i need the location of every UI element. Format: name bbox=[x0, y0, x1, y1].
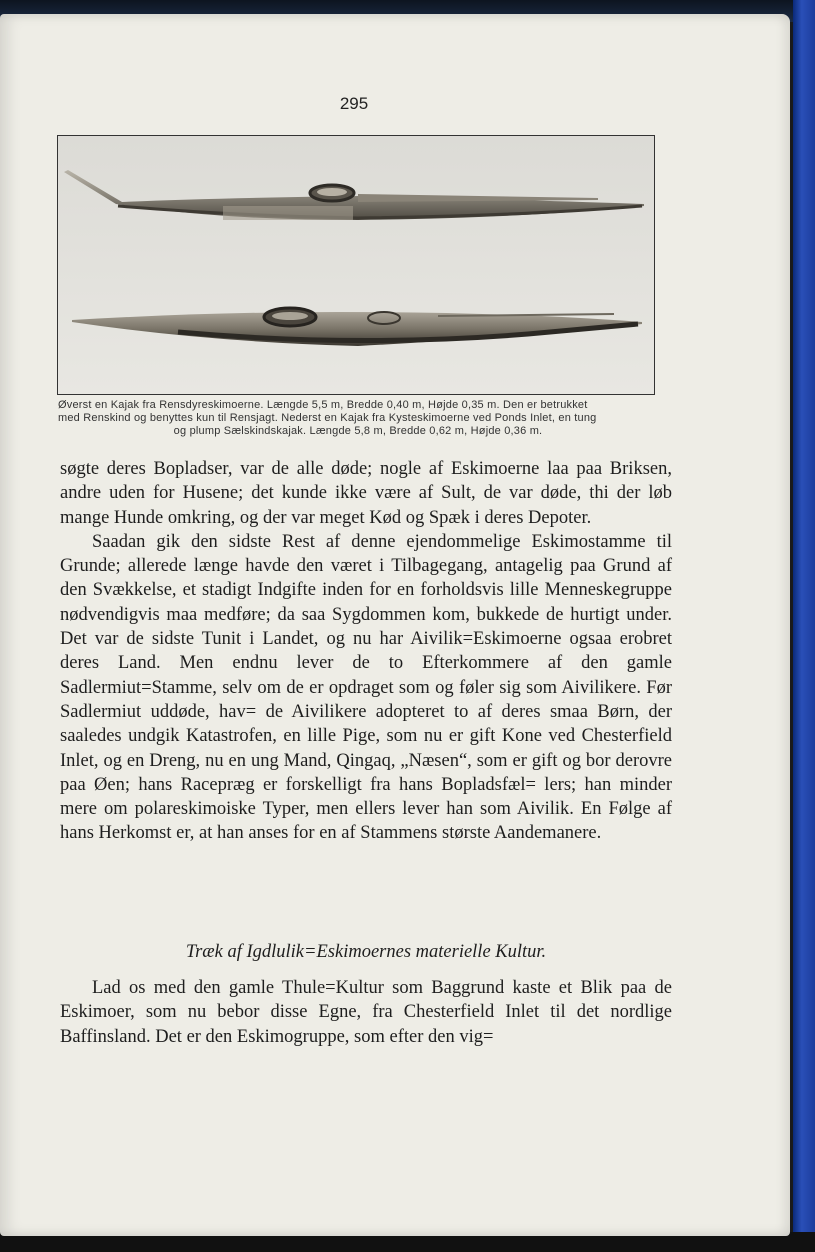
paragraph: Saadan gik den sidste Rest af denne ejendommelige Eskimostamme til Grunde; allerede længe havde den været i Tilbagegang, antagelig paa Grund af den Svækkelse, et stadigt Indgifte inden for en forholdsvis lille Menneskegruppe nødvendigvis maa medføre; da saa Sygdommen kom, bukkede de hurtigt under. Det var de sidste Tunit i Landet, og nu har Aivilik=Eskimoerne ogsaa erobret deres Land. Men endnu lever de to Efterkommere af den gamle Sadlermiut=Stamme, selv om de er opdraget som og føler sig som Aivilikere. Før Sadlermiut uddøde, hav= de Aivilikere adopteret to af deres smaa Børn, der saaledes undgik Katastrofen, en lille Pige, som nu er gift Kone ved Chesterfield Inlet, og en Dreng, nu en ung Mand, Qingaq, „Næsen“, som er gift og bor derovre paa Øen; hans Racepræg er forskelligt fra hans Bopladsfæl= lers; han minder mere om polareskimoiske Typer, men ellers lever han som Aivilik. En Følge af hans Herkomst er, at han anses for en af Stammens største Aandemanere. bbox=[60, 531, 672, 844]
caption-line: Øverst en Kajak fra Rensdyreskimoerne. Længde 5,5 m, Bredde 0,40 m, Højde 0,35 m. Den er betrukket bbox=[58, 399, 588, 411]
paragraph: Lad os med den gamle Thule=Kultur som Baggrund kaste et Blik paa de Eskimoer, som nu bebor disse Egne, fra Chesterfield Inlet til det nordlige Baffinsland. Det er den Eskimogruppe, som efter den vig= bbox=[60, 978, 672, 1047]
figure-caption bbox=[58, 399, 658, 438]
caption-line: med Renskind og benyttes kun til Rensjagt. Nederst en Kajak fra Kysteskimoerne ved Ponds Inlet, en tung bbox=[58, 412, 597, 424]
book-cover-edge bbox=[793, 0, 815, 1252]
paragraph: søgte deres Bopladser, var de alle døde; nogle af Eskimoerne laa paa Briksen, andre uden for Husene; det kunde ikke være af Sult, de var døde, thi der løb mange Hunde omkring, og der var meget Kød og Spæk i deres Depoter. bbox=[60, 459, 672, 528]
kayak-photo-illustration bbox=[58, 136, 654, 394]
body-text bbox=[60, 457, 672, 846]
book-page bbox=[0, 14, 790, 1236]
section-heading: Træk af Igdlulik=Eskimoernes materielle Kultur. bbox=[185, 942, 547, 962]
page-number: 295 bbox=[339, 94, 369, 113]
body-text-continued bbox=[60, 976, 672, 1049]
caption-line: og plump Sælskindskajak. Længde 5,8 m, Bredde 0,62 m, Højde 0,36 m. bbox=[173, 425, 543, 437]
kayak-photograph bbox=[57, 135, 655, 395]
